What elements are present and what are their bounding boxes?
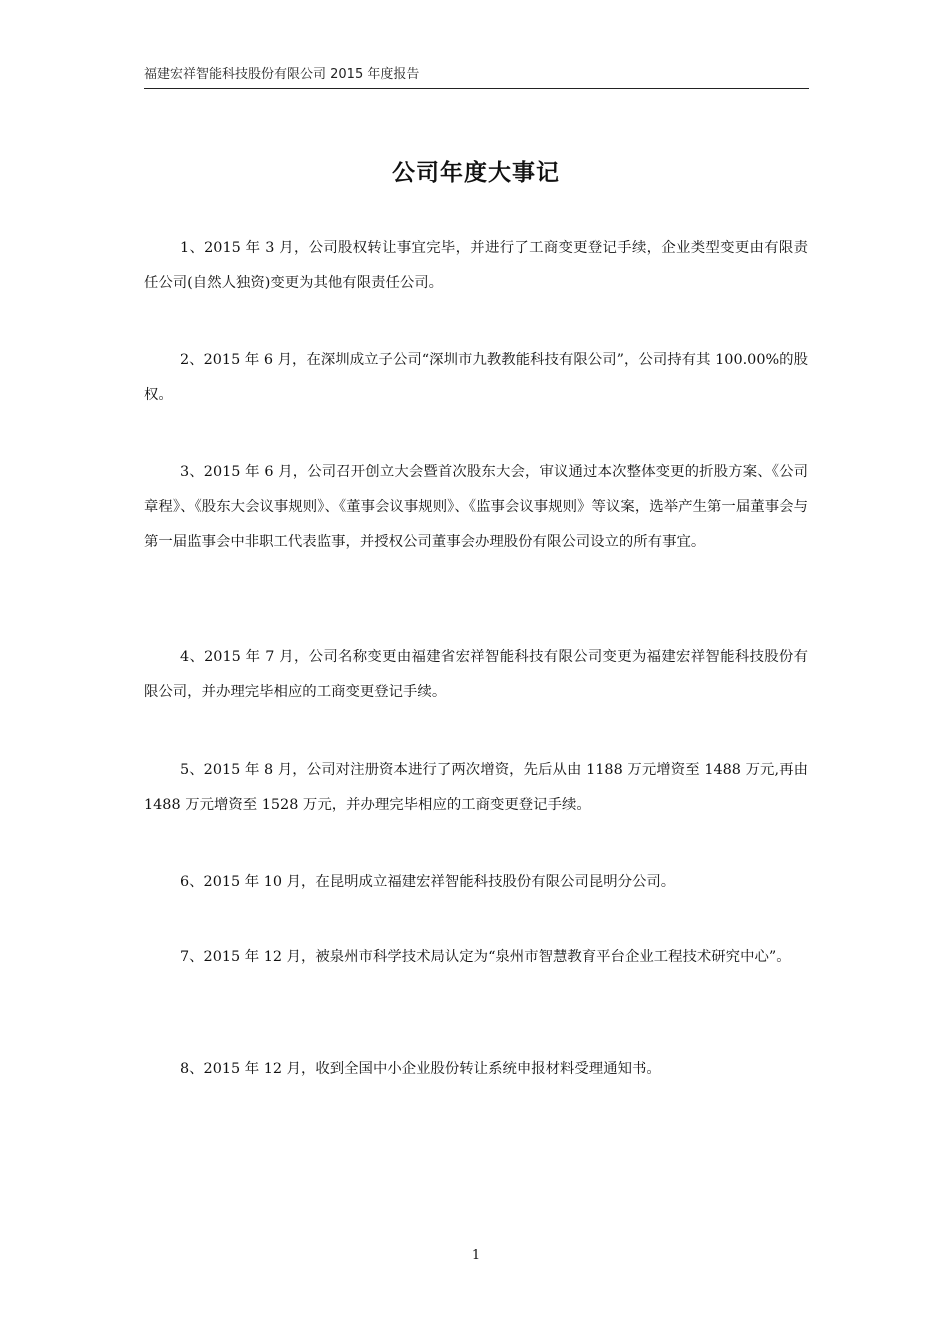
page-number: 1 (471, 1248, 481, 1263)
event-item-7: 7、2015 年 12 月，被泉州市科学技术局认定为“泉州市智慧教育平台企业工程技术研究中心”。 (180, 949, 791, 965)
event-item-5: 5、2015 年 8 月，公司对注册资本进行了两次增资，先后从由 1188 万元增资至 1488 万元,再由 1488 万元增资至 1528 万元，并办理完毕相应的工商变更登记手续。 (144, 762, 808, 813)
event-item-6: 6、2015 年 10 月，在昆明成立福建宏祥智能科技股份有限公司昆明分公司。 (180, 874, 676, 890)
event-item-3: 3、2015 年 6 月，公司召开创立大会暨首次股东大会，审议通过本次整体变更的折股方案、《公司章程》、《股东大会议事规则》、《董事会议事规则》、《监事会议事规则》等议案，选举产生第一届董事会与第一届监事会中非职工代表监事，并授权公司董事会办理股份有限公司设立的所有事宜。 (144, 464, 808, 550)
event-item-2: 2、2015 年 6 月，在深圳成立子公司“深圳市九教教能科技有限公司”，公司持有其 100.00%的股权。 (144, 352, 808, 403)
event-item-8: 8、2015 年 12 月，收到全国中小企业股份转让系统申报材料受理通知书。 (180, 1061, 661, 1077)
event-item-1: 1、2015 年 3 月，公司股权转让事宜完毕，并进行了工商变更登记手续，企业类型变更由有限责任公司(自然人独资)变更为其他有限责任公司。 (144, 240, 808, 291)
header-divider (144, 88, 809, 89)
event-item-4: 4、2015 年 7 月，公司名称变更由福建省宏祥智能科技有限公司变更为福建宏祥智能科技股份有限公司，并办理完毕相应的工商变更登记手续。 (144, 649, 808, 700)
page-title: 公司年度大事记 (392, 160, 560, 186)
running-header: 福建宏祥智能科技股份有限公司 2015 年度报告 (144, 67, 420, 82)
